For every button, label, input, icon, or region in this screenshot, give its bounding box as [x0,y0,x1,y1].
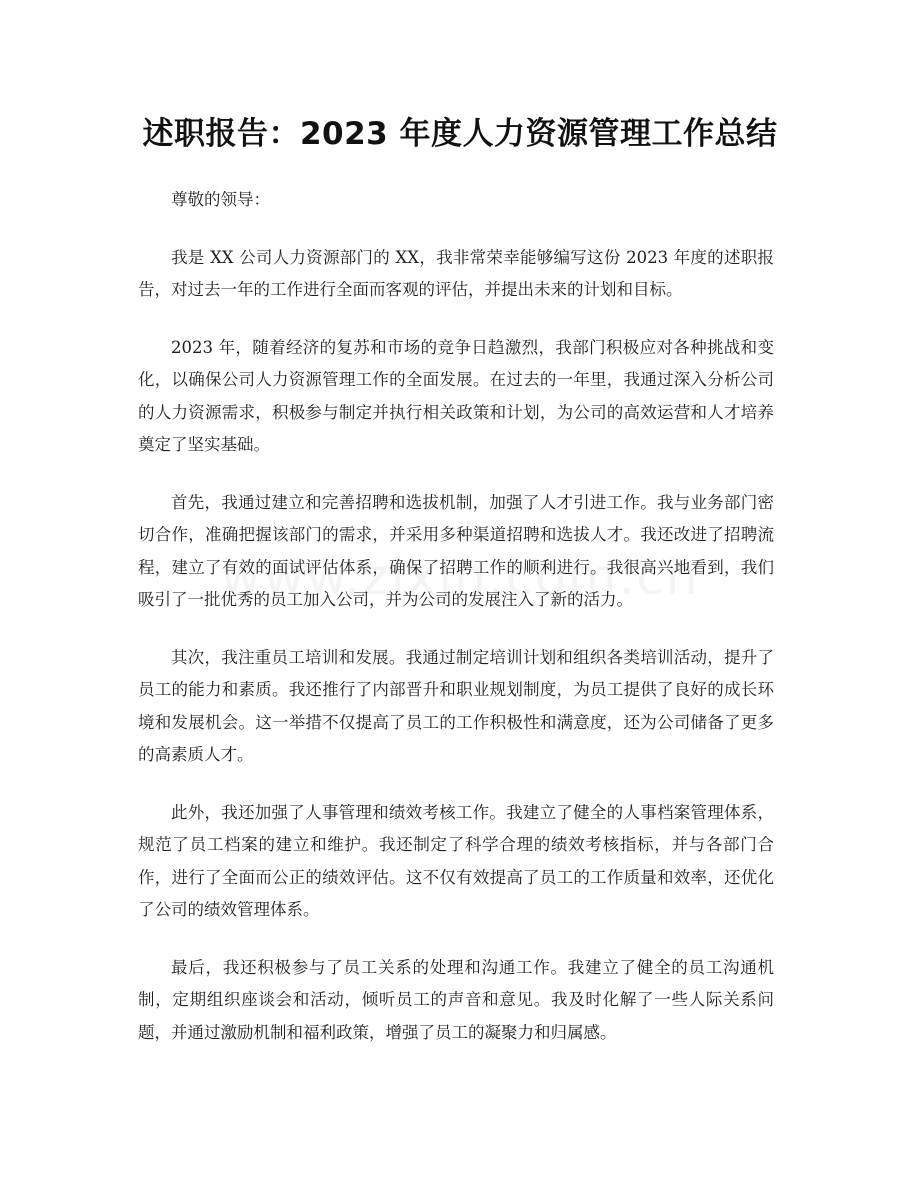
page-title: 述职报告：2023 年度人力资源管理工作总结 [142,116,778,152]
document-body [138,184,774,1074]
salutation: 尊敬的领导： [171,190,270,209]
paragraph-overview: 2023 年，随着经济的复苏和市场的竞争日趋激烈，我部门积极应对各种挑战和变化，以确保公司人力资源管理工作的全面发展。在过去的一年里，我通过深入分析公司的人力资源需求，积极参与制定并执行相关政策和计划，为公司的高效运营和人才培养奠定了坚实基础。 [138,337,774,454]
paragraph-training: 其次，我注重员工培训和发展。我通过制定培训计划和组织各类培训活动，提升了员工的能力和素质。我还推行了内部晋升和职业规划制度，为员工提供了良好的成长环境和发展机会。这一举措不仅提高了员工的工作积极性和满意度，还为公司储备了更多的高素质人才。 [138,647,774,764]
paragraph-intro: 我是 XX 公司人力资源部门的 XX，我非常荣幸能够编写这份 2023 年度的述职报告，对过去一年的工作进行全面而客观的评估，并提出未来的计划和目标。 [138,247,774,299]
paragraph-recruitment: 首先，我通过建立和完善招聘和选拔机制，加强了人才引进工作。我与业务部门密切合作，准确把握该部门的需求，并采用多种渠道招聘和选拔人才。我还改进了招聘流程，建立了有效的面试评估体系，确保了招聘工作的顺利进行。我很高兴地看到，我们吸引了一批优秀的员工加入公司，并为公司的发展注入了新的活力。 [138,492,774,609]
paragraph-performance: 此外，我还加强了人事管理和绩效考核工作。我建立了健全的人事档案管理体系，规范了员工档案的建立和维护。我还制定了科学合理的绩效考核指标，并与各部门合作，进行了全面而公正的绩效评估。这不仅有效提高了员工的工作质量和效率，还优化了公司的绩效管理体系。 [138,802,774,919]
paragraph-employee-relations: 最后，我还积极参与了员工关系的处理和沟通工作。我建立了健全的员工沟通机制，定期组织座谈会和活动，倾听员工的声音和意见。我及时化解了一些人际关系问题，并通过激励机制和福利政策，增强了员工的凝聚力和归属感。 [138,957,774,1042]
